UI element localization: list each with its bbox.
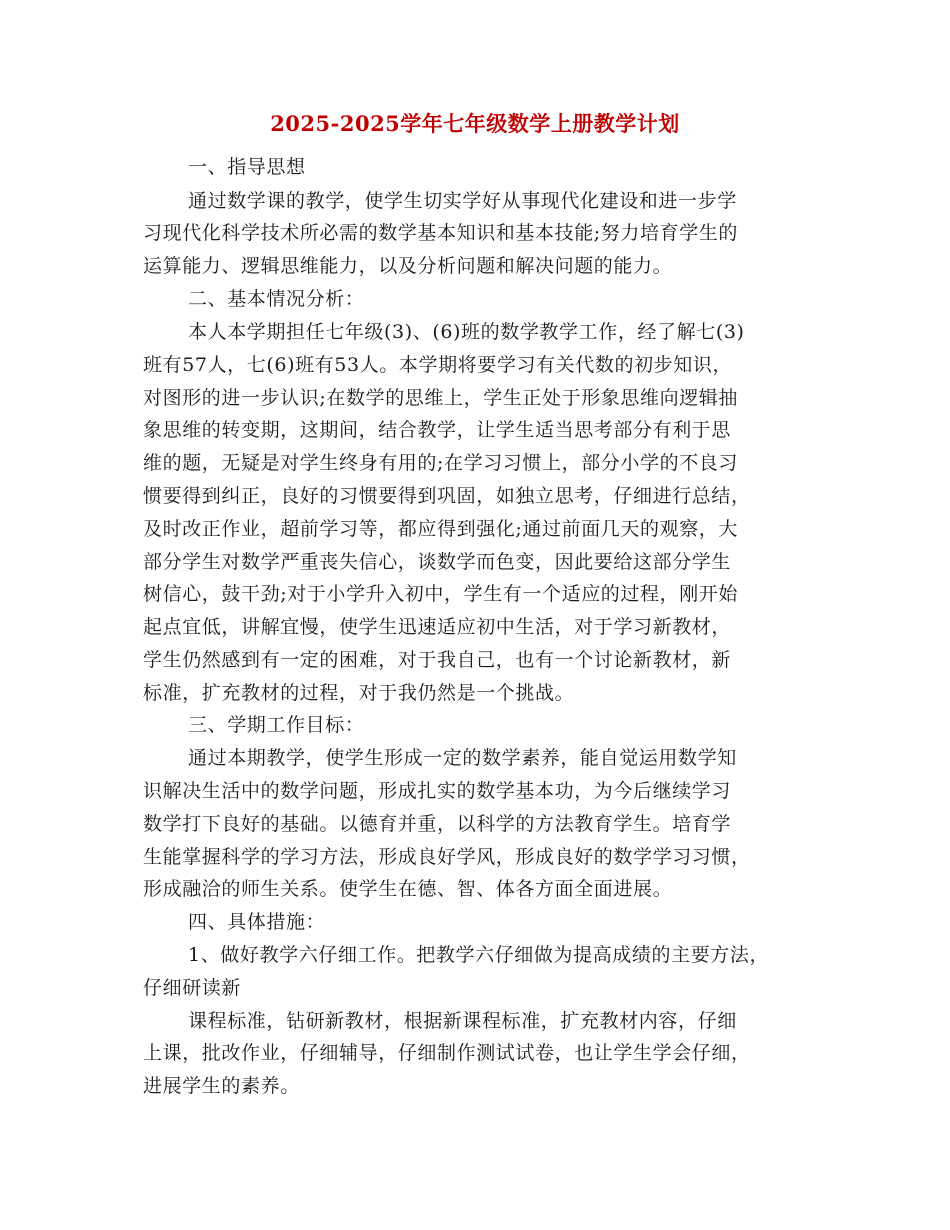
heading-semester-goals: 三、学期工作目标： — [188, 714, 365, 736]
heading-specific-measures: 四、具体措施： — [188, 911, 326, 933]
paragraph-line: 及时改正作业，超前学习等，都应得到强化;通过前面几天的观察，大 — [143, 518, 739, 540]
paragraph-line: 对图形的进一步认识;在数学的思维上，学生正处于形象思维向逻辑抽 — [143, 387, 739, 409]
paragraph-line: 进展学生的素养。 — [143, 1075, 300, 1097]
document-title: 2025-2025学年七年级数学上册教学计划 — [270, 111, 680, 136]
heading-basic-analysis: 二、基本情况分析： — [188, 288, 365, 310]
paragraph-line: 象思维的转变期，这期间，结合教学，让学生适当思考部分有利于思 — [143, 419, 732, 441]
paragraph-line: 运算能力、逻辑思维能力，以及分析问题和解决问题的能力。 — [143, 255, 673, 277]
paragraph-line: 生能掌握科学的学习方法，形成良好学风，形成良好的数学学习习惯， — [143, 846, 751, 868]
paragraph-line: 仔细研读新 — [143, 977, 242, 999]
paragraph-line: 学生仍然感到有一定的困难，对于我自己，也有一个讨论新教材，新 — [143, 649, 732, 671]
paragraph-line: 惯要得到纠正，良好的习惯要得到巩固，如独立思考，仔细进行总结， — [143, 485, 751, 507]
paragraph-line: 习现代化科学技术所必需的数学基本知识和基本技能;努力培育学生的 — [143, 222, 739, 244]
paragraph-line: 课程标准，钻研新教材，根据新课程标准，扩充教材内容，仔细 — [188, 1010, 737, 1032]
paragraph-line: 标准，扩充教材的过程，对于我仍然是一个挑战。 — [143, 682, 575, 704]
heading-guiding-thought: 一、指导思想 — [188, 156, 306, 178]
paragraph-line: 1、做好教学六仔细工作。把教学六仔细做为提高成绩的主要方法， — [188, 944, 770, 966]
paragraph-line: 通过本期教学，使学生形成一定的数学素养，能自觉运用数学知 — [188, 747, 737, 769]
paragraph-line: 部分学生对数学严重丧失信心，谈数学而色变，因此要给这部分学生 — [143, 551, 732, 573]
paragraph-line: 班有57人，七(6)班有53人。本学期将要学习有关代数的初步知识， — [143, 354, 733, 376]
paragraph-line: 树信心，鼓干劲;对于小学升入初中，学生有一个适应的过程，刚开始 — [143, 583, 739, 605]
paragraph-line: 识解决生活中的数学问题，形成扎实的数学基本功，为今后继续学习 — [143, 780, 732, 802]
paragraph-line: 本人本学期担任七年级(3)、(6)班的数学教学工作，经了解七(3) — [188, 321, 745, 343]
paragraph-line: 形成融洽的师生关系。使学生在德、智、体各方面全面进展。 — [143, 878, 673, 900]
paragraph-line: 起点宜低，讲解宜慢，使学生迅速适应初中生活，对于学习新教材， — [143, 616, 732, 638]
paragraph-line: 维的题，无疑是对学生终身有用的;在学习习惯上，部分小学的不良习 — [143, 452, 739, 474]
paragraph-line: 上课，批改作业，仔细辅导，仔细制作测试试卷，也让学生学会仔细， — [143, 1042, 751, 1064]
paragraph-line: 通过数学课的教学，使学生切实学好从事现代化建设和进一步学 — [188, 190, 737, 212]
paragraph-line: 数学打下良好的基础。以德育并重，以科学的方法教育学生。培育学 — [143, 813, 732, 835]
